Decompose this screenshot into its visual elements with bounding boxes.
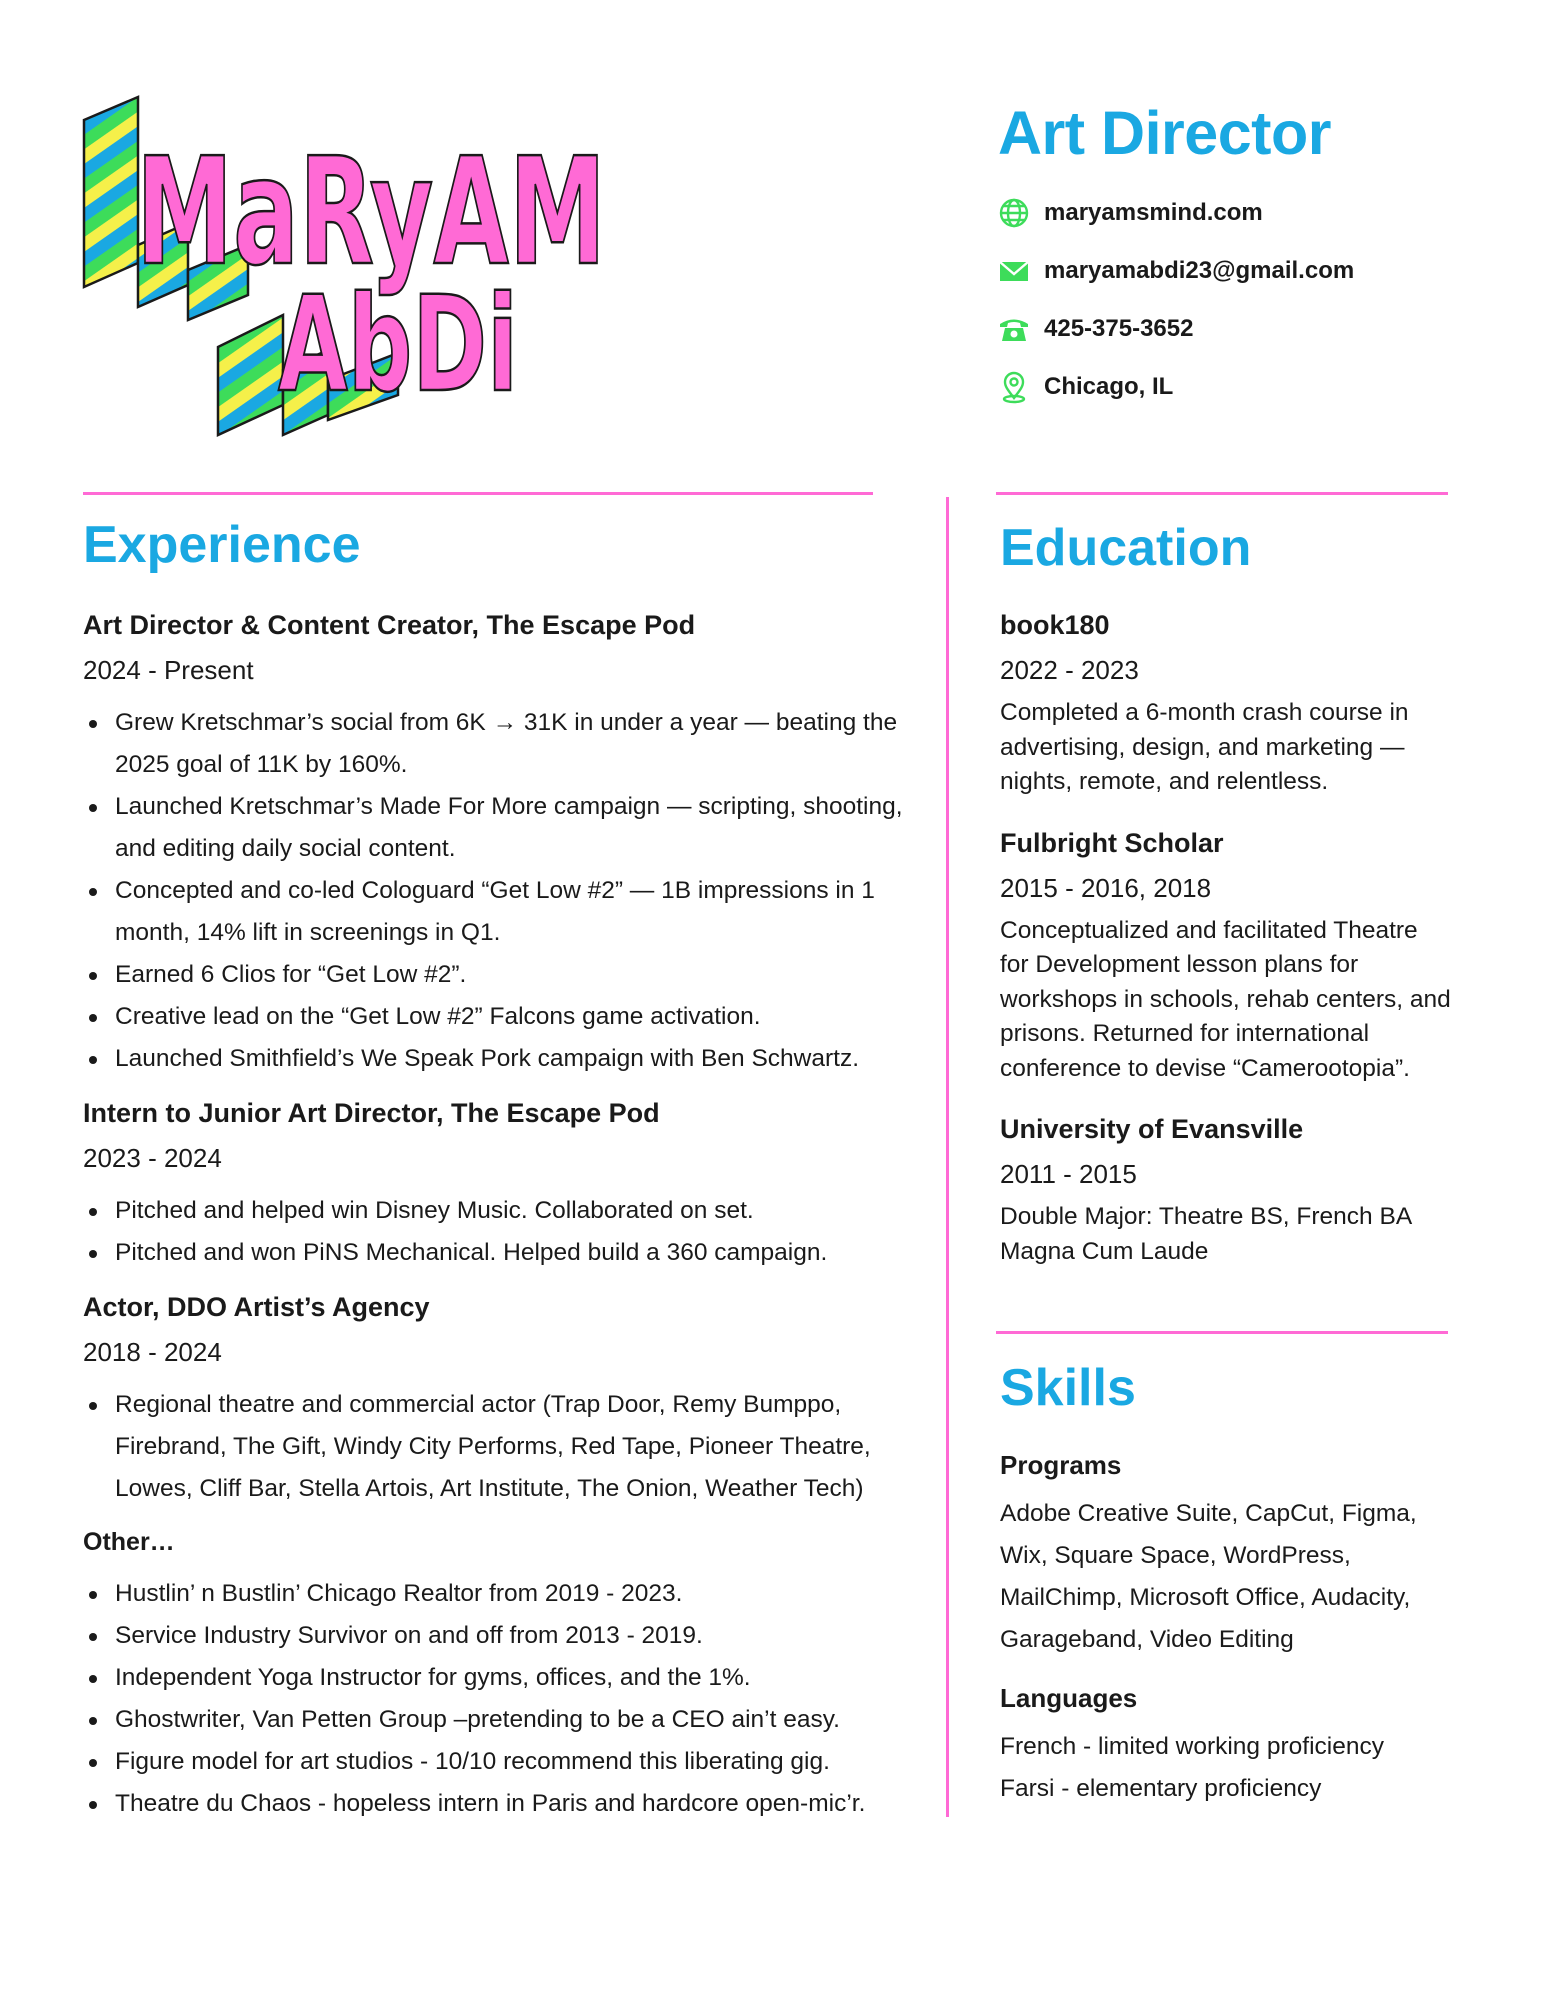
education-name-2: Fulbright Scholar (1000, 827, 1224, 858)
list-item: Figure model for art studios - 10/10 recommend this liberating gig. (83, 1741, 923, 1783)
list-item: Earned 6 Clios for “Get Low #2”. (83, 954, 923, 996)
contact-phone[interactable] (998, 309, 1193, 349)
education-name-1: book180 (1000, 610, 1110, 640)
job-title: Art Director (998, 99, 1331, 167)
education-description-3: Double Major: Theatre BS, French BA Magna Cum Laude (1000, 1203, 1413, 1265)
list-item: Theatre du Chaos - hopeless intern in Paris and hardcore open-mic’r. (83, 1783, 923, 1825)
education-entry (1000, 610, 1460, 800)
list-item: Ghostwriter, Van Petten Group –pretending to be a CEO ain’t easy. (83, 1699, 923, 1741)
name-logo (78, 95, 618, 440)
education-divider (996, 492, 1448, 495)
skills-divider (996, 1331, 1448, 1334)
education-dates-3: 2011 - 2015 (1000, 1159, 1137, 1189)
list-item: Hustlin’ n Bustlin’ Chicago Realtor from 2019 - 2023. (83, 1573, 923, 1615)
list-item: Grew Kretschmar’s social from 6K → 31K in under a year — beating the 2025 goal of 11K by 160%. (83, 702, 923, 786)
list-item: Launched Smithfield’s We Speak Pork campaign with Ben Schwartz. (83, 1038, 923, 1080)
programs-label: Programs (1000, 1450, 1122, 1480)
education-entry (1000, 1114, 1460, 1269)
contact-website-text: maryamsmind.com (1044, 199, 1263, 226)
job-entry (83, 1098, 923, 1274)
education-entry (1000, 828, 1460, 1087)
languages-list: French - limited working proficiency Farsi - elementary proficiency (1000, 1733, 1384, 1802)
job-title-1: Art Director & Content Creator, The Escape Pod (83, 610, 696, 640)
logo-name-line2: AbDi (278, 268, 518, 422)
other-title: Other… (83, 1528, 175, 1556)
list-item: Service Industry Survivor on and off from 2013 - 2019. (83, 1615, 923, 1657)
list-item: Creative lead on the “Get Low #2” Falcons game activation. (83, 996, 923, 1038)
education-name-3: University of Evansville (1000, 1114, 1304, 1144)
job-dates-1: 2024 - Present (83, 655, 254, 685)
education-section (1000, 610, 1460, 1297)
job-entry (83, 1292, 923, 1510)
location-pin-icon (998, 371, 1030, 403)
list-item: Pitched and helped win Disney Music. Collaborated on set. (83, 1190, 923, 1232)
column-divider (946, 497, 949, 1817)
envelope-icon (998, 255, 1030, 287)
skills-heading: Skills (1000, 1359, 1136, 1417)
contact-location (998, 367, 1173, 407)
contact-location-text: Chicago, IL (1044, 373, 1174, 400)
list-item: Pitched and won PiNS Mechanical. Helped build a 360 campaign. (83, 1232, 923, 1274)
job-bullets-1 (83, 702, 923, 1080)
experience-divider (83, 492, 873, 495)
job-entry (83, 610, 923, 1080)
contact-website[interactable] (998, 193, 1263, 233)
phone-icon (998, 313, 1030, 345)
education-heading: Education (1000, 519, 1252, 577)
job-dates-3: 2018 - 2024 (83, 1337, 222, 1367)
education-dates-2: 2015 - 2016, 2018 (1000, 872, 1212, 903)
education-description-1: Completed a 6-month crash course in advertising, design, and marketing — nights, remote, and relentless. (1000, 699, 1409, 795)
logo-name-line1: MaRyAM (136, 126, 606, 298)
contact-email[interactable] (998, 251, 1354, 291)
job-dates-2: 2023 - 2024 (83, 1143, 222, 1173)
skills-section (1000, 1450, 1460, 1810)
globe-icon (998, 197, 1030, 229)
list-item: Independent Yoga Instructor for gyms, offices, and the 1%. (83, 1657, 923, 1699)
experience-section (83, 610, 923, 1843)
other-entry (83, 1528, 923, 1825)
other-bullets (83, 1573, 923, 1825)
job-title-3: Actor, DDO Artist’s Agency (83, 1292, 430, 1322)
list-item: Launched Kretschmar’s Made For More campaign — scripting, shooting, and editing daily social content. (83, 786, 923, 870)
contact-phone-text: 425-375-3652 (1044, 315, 1194, 342)
experience-heading: Experience (83, 516, 361, 574)
job-bullets-3 (83, 1384, 923, 1510)
list-item: Concepted and co-led Cologuard “Get Low #2” — 1B impressions in 1 month, 14% lift in screenings in Q1. (83, 870, 923, 954)
job-title-2: Intern to Junior Art Director, The Escape Pod (83, 1098, 660, 1128)
contact-email-text: maryamabdi23@gmail.com (1044, 257, 1355, 284)
education-dates-1: 2022 - 2023 (1000, 655, 1139, 685)
languages-label: Languages (1000, 1683, 1138, 1713)
list-item: Regional theatre and commercial actor (Trap Door, Remy Bumppo, Firebrand, The Gift, Windy City Performs, Red Tape, Pioneer Theatre, Lowes, Cliff Bar, Stella Artois, Art Institute, The Onion, Weather Tech) (83, 1384, 923, 1510)
job-bullets-2 (83, 1190, 923, 1274)
education-description-2: Conceptualized and facilitated Theatre for Development lesson plans for workshops in schools, rehab centers, and prisons. Returned for international conference to devise “Camerootopia”. (1000, 916, 1451, 1082)
programs-list: Adobe Creative Suite, CapCut, Figma, Wix, Square Space, WordPress, MailChimp, Microsoft Office, Audacity, Garageband, Video Editing (1000, 1500, 1417, 1653)
